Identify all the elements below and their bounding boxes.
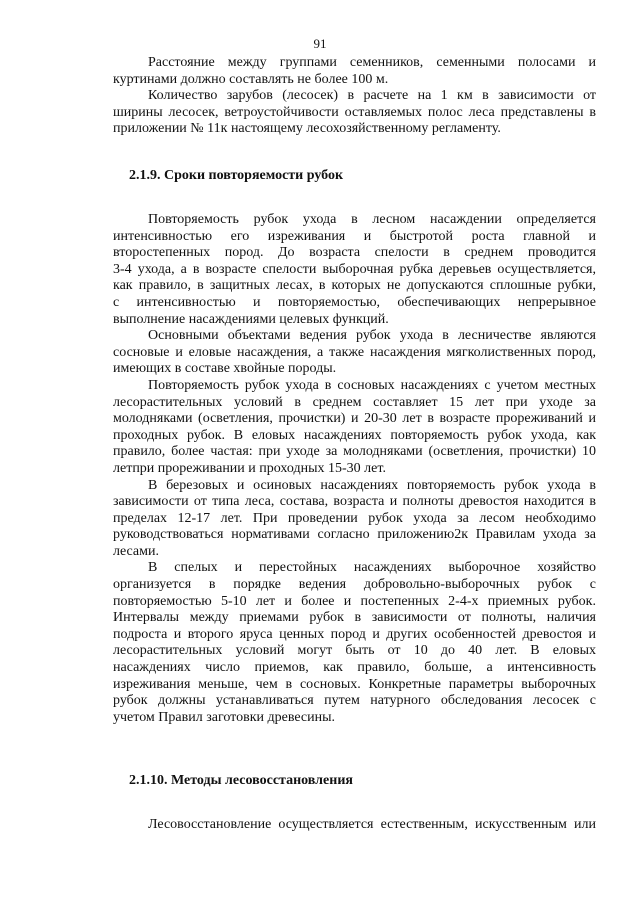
text-line: куртинами должно составлять не более 100 м. [113,71,389,87]
text-line: В березовых и осиновых насаждениях повторяемость рубок ухода в [148,477,596,493]
text-line: с интенсивностью и повторяемостью, обеспечивающих непрерывное [113,294,596,310]
text-line: интенсивностью его изреживания и быстротой роста главной и [113,228,596,244]
text-line: Основными объектами ведения рубок ухода в лесничестве являются [148,328,596,344]
text-line: лесорастительных условий в среднем составляет 15 лет при уходе за [113,394,596,410]
text-line: пределах 12-17 лет. При проведении рубок ухода за лесом необходимо [113,510,596,526]
text-line: приложении № 11к настоящему лесохозяйственному регламенту. [113,121,501,137]
section-heading-2-1-10: 2.1.10. Методы лесовосстановления [129,773,353,788]
text-line: лесами. [113,543,159,559]
text-line: руководствоваться нормативами согласно приложению2к Правилам ухода за [113,527,596,543]
text-line: учетом Правил заготовки древесины. [113,709,336,725]
text-line: Расстояние между группами семенников, семенными полосами и [148,55,596,70]
text-line: имеющих в составе хвойные породы. [113,361,337,377]
text-line: как правило, в защитных лесах, в которых не допускаются сплошные рубки, [113,278,596,294]
text-line: Количество зарубов (лесосек) в расчете на 1 км в зависимости от [148,88,596,104]
text-line: Лесовосстановление осуществляется естественным, искусственным или [148,817,596,832]
text-line: В спелых и перестойных насаждениях выборочное хозяйство [148,560,596,576]
text-line: молодняками (осветления, прочистки) и 20-30 лет в возрасте прореживаний и [113,411,596,427]
text-line: проходных рубок. В еловых насаждениях повторяемость рубок ухода, как [113,427,596,443]
section-heading-2-1-9: 2.1.9. Сроки повторяемости рубок [129,168,344,183]
text-line: Повторяемость рубок ухода в сосновых насаждениях с учетом местных [148,377,596,393]
text-line: второстепенных пород. До возраста спелости в среднем проводится [113,245,596,261]
text-line: насаждениях число приемов, как правило, больше, а интенсивность [113,660,596,676]
text-line: ширины лесосек, ветроустойчивости оставляемых полос леса представлены в [113,104,596,120]
text-line: Интервалы между приемами рубок в зависимости от полноты, наличия [113,610,596,626]
text-line: летпри прореживании и проходных 15-30 лет. [113,460,386,476]
text-line: зависимости от типа леса, состава, возраста и полноты древостоя находится в [113,494,596,510]
text-line: подроста и второго яруса ценных пород и других особенностей древостоя и [113,626,596,642]
text-line: 3-4 ухода, а в возрасте спелости выборочная рубка деревьев осуществляется, [113,261,596,277]
text-line: Повторяемость рубок ухода в лесном насаждении определяется [148,212,596,227]
intro-paragraphs [113,55,596,138]
text-line: повторяемостью 5-10 лет и более и постепенных 2-4-х приемных рубок. [113,593,596,609]
text-line: правило, более частая: при уходе за молодняками (осветления, прочистки) 10 [113,444,596,460]
section-body-2-1-10 [113,817,596,834]
text-line: рубок должны устанавливаться путем натурного обследования лесосек с [113,693,596,709]
section-body-2-1-9 [113,212,596,726]
text-line: сосновые и еловые насаждения, а также насаждения мягколиственных пород, [113,344,596,360]
text-line: изреживания меньше, чем в сосновых. Конкретные параметры выборочных [113,676,596,692]
text-line: лесорастительных условий могут быть от 10 до 40 лет. В еловых [113,643,596,659]
text-line: выполнение насаждениями целевых функций. [113,311,389,327]
page-number: 91 [313,36,327,51]
text-line: организуется в порядке ведения добровольно-выборочных рубок с [113,577,596,593]
